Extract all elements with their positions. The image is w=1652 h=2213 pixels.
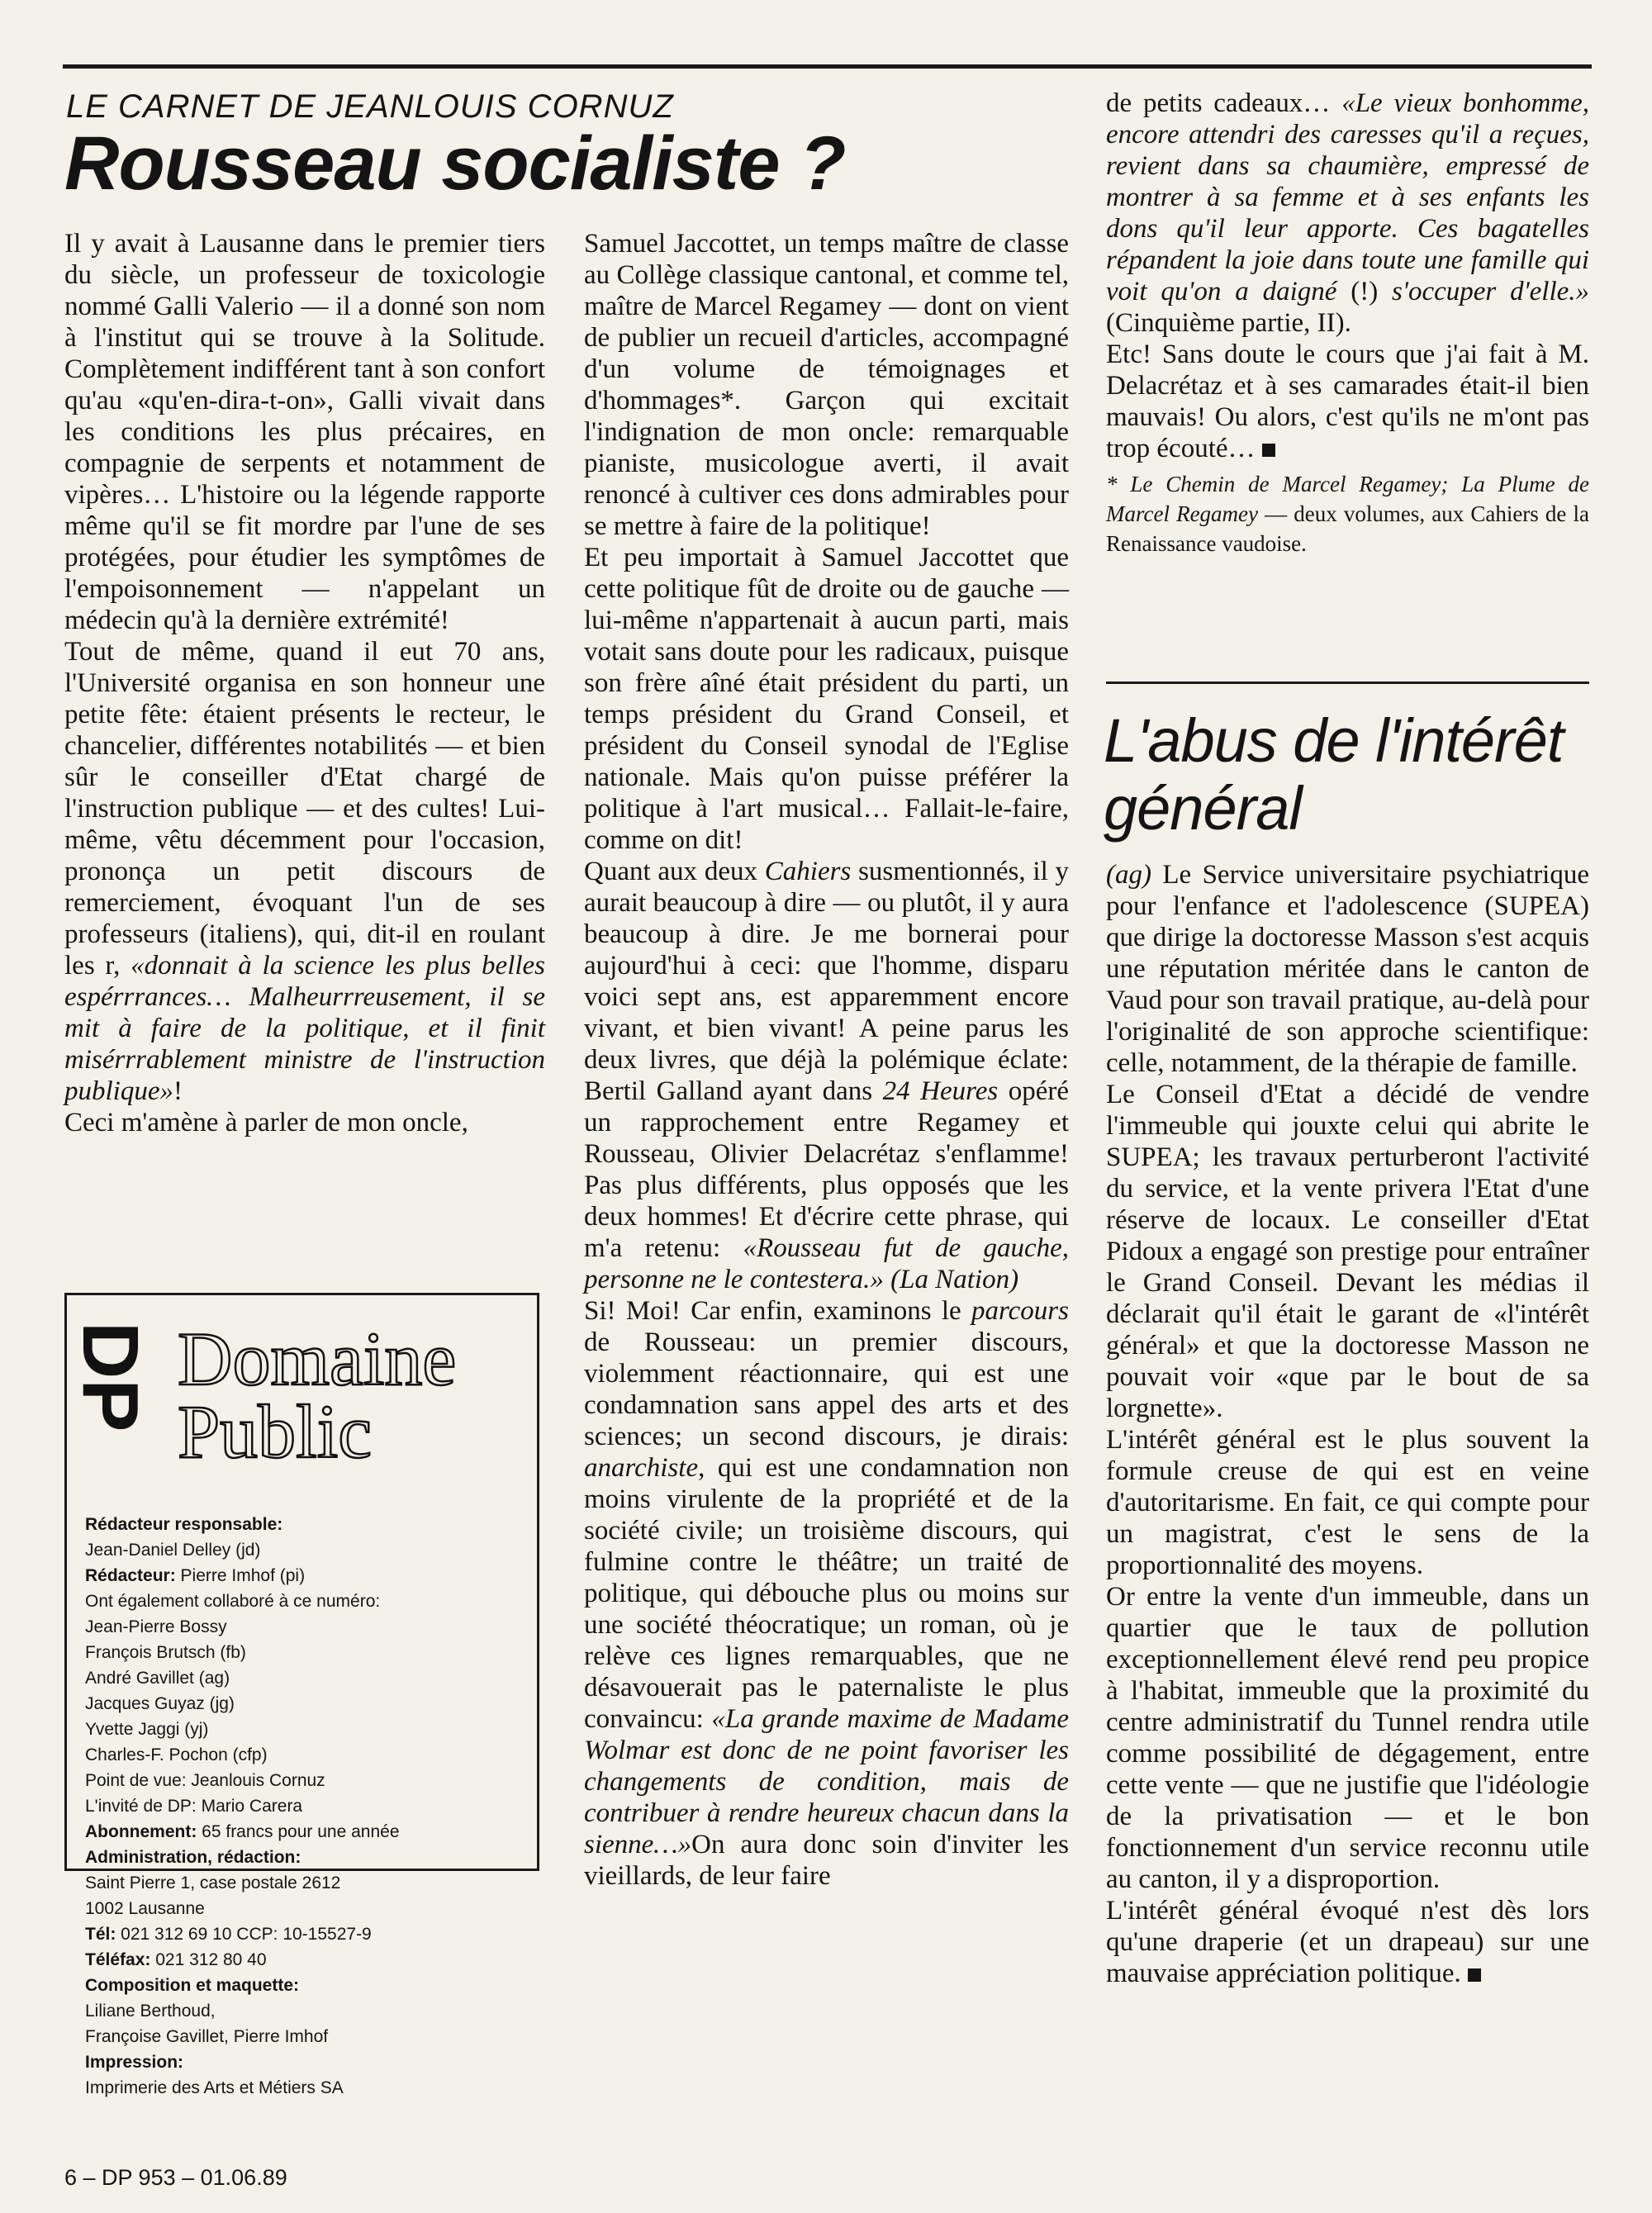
- footnote: * Le Chemin de Marcel Regamey; La Plume de Marcel Regamey — deux volumes, aux Cahiers de la Renaissance vaudoise.: [1106, 472, 1589, 556]
- paragraph: Il y avait à Lausanne dans le premier tiers du siècle, un professeur de toxicologie nommé Galli Valerio — il a donné son nom à l'institut qui se trouve à la Solitude. Complètement indifférent tant à son confort qu'au «qu'en-dira-t-on», Galli vivait dans les conditions les plus précaires, en compagnie de serpents et notamment de vipères… L'histoire ou la légende rapporte même qu'il se fit mordre par l'une de ses protégées, pour étudier les symptômes de l'empoisonnement — n'appelant un médecin qu'à la dernière extrémité!: [64, 229, 545, 635]
- page-folio: 6 – DP 953 – 01.06.89: [64, 2165, 287, 2190]
- masthead-credits: [85, 1512, 523, 2101]
- paragraph: de petits cadeaux… «Le vieux bonhomme, encore attendri des caresses qu'il a reçues, revient dans sa chaumière, empressé de montrer à sa femme et à ses enfants les dons qu'il leur apporte. Ces bagatelles répandent la joie dans toute une famille qui voit qu'on a daigné (!) s'occuper d'elle.» (Cinquième partie, II).: [1106, 88, 1590, 338]
- paragraph: (ag) Le Service universitaire psychiatrique pour l'enfance et l'adolescence (SUPEA) que dirige la doctoresse Masson s'est acquis une réputation méritée dans le canton de Vaud pour son travail pratique, au-delà pour l'originalité de son approche scientifique: celle, notamment, de la thérapie de famille.: [1106, 860, 1589, 1078]
- masthead-line: L'invité de DP: Mario Carera: [85, 1797, 303, 1816]
- masthead-line: Françoise Gavillet, Pierre Imhof: [85, 2027, 329, 2046]
- article-column-2: [584, 228, 1069, 1892]
- masthead-line: Abonnement: 65 francs pour une année: [85, 1822, 400, 1841]
- logo-word-domaine: Domaine: [178, 1317, 457, 1401]
- article-column-3: [1106, 88, 1589, 558]
- section-rule: [1106, 681, 1589, 684]
- paragraph: Etc! Sans doute le cours que j'ai fait à M. Delacrétaz et à ses camarades était-il bien mauvais! Ou alors, c'est qu'ils ne m'ont pas trop écouté…: [1106, 340, 1589, 463]
- masthead-line: Administration, rédaction:: [85, 1848, 301, 1867]
- masthead-line: 1002 Lausanne: [85, 1899, 205, 1918]
- article-title-2: L'abus de l'intérêt général: [1104, 706, 1564, 843]
- masthead-line: François Brutsch (fb): [85, 1643, 246, 1662]
- masthead-line: Charles-F. Pochon (cfp): [85, 1745, 268, 1764]
- end-mark-icon: [1468, 1968, 1481, 1982]
- paragraph: Samuel Jaccottet, un temps maître de classe au Collège classique cantonal, et comme tel, maître de Marcel Regamey — dont on vient de publier un recueil d'articles, accompagné d'un volume de témoignages et d'hommages*. Garçon qui excitait l'indignation de mon oncle: remarquable pianiste, musicologue averti, il avait renoncé à cultiver ces dons admirables pour se mettre à faire de la politique!: [584, 229, 1069, 541]
- logo-letters: DP: [66, 1322, 154, 1432]
- quote: «La grande maxime de Madame Wolmar est donc de ne point favoriser les changements de condition, mais de contribuer à rendre heureux chacun dans la sienne…»: [584, 1704, 1069, 1859]
- paragraph: L'intérêt général est le plus souvent la formule creuse de qui est en veine d'autoritarisme. En fait, ce qui compte pour un magistrat, c'est le sens de la proportionnalité des moyens.: [1106, 1425, 1589, 1580]
- paragraph: Or entre la vente d'un immeuble, dans un quartier que le taux de pollution exceptionnellement élevé rend peu propice à l'habitat, immeuble que la proximité du centre administratif du Tunnel rendra utile comme possibilité de dégagement, entre cette vente — que ne justifie que l'idéologie de la privatisation — et le bon fonctionnement d'un service reconnu utile au canton, il y a disproportion.: [1106, 1582, 1589, 1894]
- paragraph: Ceci m'amène à parler de mon oncle,: [64, 1108, 468, 1137]
- paragraph: Et peu importait à Samuel Jaccottet que cette politique fût de droite ou de gauche — lui-même n'appartenait à aucun parti, mais votait sans doute pour les radicaux, puisque son frère aîné était président du parti, un temps président du Grand Conseil, et président du Conseil synodal de l'Eglise nationale. Mais qu'on puisse préférer la politique à l'art musical… Fallait-le-faire, comme on dit!: [584, 543, 1069, 855]
- masthead-line: Tél: 021 312 69 10 CCP: 10-15527-9: [85, 1925, 372, 1944]
- masthead-line: Rédacteur responsable:: [85, 1515, 283, 1534]
- masthead-line: Imprimerie des Arts et Métiers SA: [85, 2078, 344, 2097]
- masthead-line: Saint Pierre 1, case postale 2612: [85, 1873, 341, 1892]
- quote: «Rousseau fut de gauche, personne ne le contestera.»: [584, 1233, 1069, 1294]
- masthead-line: André Gavillet (ag): [85, 1669, 230, 1688]
- masthead-line: Jacques Guyaz (jg): [85, 1694, 235, 1713]
- quote: «donnait à la science les plus belles espérrrances… Malheurrreusement, il se mit à faire de la politique, et il finit misérrrablement ministre de l'instruction publique»: [64, 951, 546, 1106]
- paragraph: L'intérêt général évoqué n'est dès lors qu'une draperie (et un drapeau) sur une mauvaise appréciation politique.: [1106, 1896, 1589, 1988]
- paragraph: Tout de même, quand il eut 70 ans, l'Université organisa en son honneur une petite fête: étaient présents le recteur, le chancelier, différentes notabilités — et bien sûr le conseiller d'Etat chargé de l'instruction publique — et des cultes! Lui-même, vêtu décemment pour l'occasion, prononça un petit discours de remerciement, évoquant l'un de ses professeurs (italiens), qui, dit-il en roulant les r, «donnait à la science les plus belles espérrrances… Malheurrreusement, il se mit à faire de la politique, et il finit misérrrablement ministre de l'instruction publique»!: [64, 637, 546, 1106]
- masthead-box: [64, 1293, 539, 2097]
- paragraph: Le Conseil d'Etat a décidé de vendre l'immeuble qui jouxte celui qui abrite le SUPEA; les travaux perturberont l'activité du service, et la vente privera l'Etat d'une réserve de locaux. Le conseiller d'Etat Pidoux a engagé son prestige pour entraîner le Grand Conseil. Devant les médias il déclarait qu'il était le garant de «l'intérêt général» et que la doctoresse Masson ne pouvait voir «que par le bout de sa lorgnette».: [1106, 1080, 1589, 1423]
- article-column-1: [64, 228, 545, 1138]
- column-kicker: LE CARNET DE JEANLOUIS CORNUZ: [66, 88, 674, 125]
- masthead-line: Ont également collaboré à ce numéro:: [85, 1592, 381, 1611]
- paragraph: Quant aux deux Cahiers susmentionnés, il y aurait beaucoup à dire — ou plutôt, il y aura beaucoup à dire. Je me bornerai pour aujourd'hui à ceci: que l'homme, disparu voici sept ans, est apparemment encore vivant, et bien vivant! A peine parus les deux livres, que déjà la polémique éclate: Bertil Galland ayant dans 24 Heures opéré un rapprochement entre Regamey et Rousseau, Olivier Delacrétaz s'enflamme! Pas plus différents, plus opposés que les deux hommes! Et d'écrire cette phrase, qui m'a retenu: «Rousseau fut de gauche, personne ne le contestera.» (La Nation): [584, 857, 1070, 1294]
- logo-word-public: Public: [178, 1389, 373, 1474]
- paragraph: Si! Moi! Car enfin, examinons le parcours de Rousseau: un premier discours, violemment réactionnaire, qui est une condamnation sans appel des arts et des sciences; un second discours, je dirais: anarchiste, qui est une condamnation non moins virulente de la propriété et de la société civile; un troisième discours, qui fulmine contre le théâtre; un traité de politique, qui débouche plus ou moins sur une société théocratique; un roman, où je relève ces lignes remarquables, que ne désavouerait pas le paternaliste le plus convaincu: «La grande maxime de Madame Wolmar est donc de ne point favoriser les changements de condition, mais de contribuer à rendre heureux chacun dans la sienne…»On aura donc soin d'inviter les vieillards, de leur faire: [584, 1296, 1069, 1891]
- masthead-line: Point de vue: Jeanlouis Cornuz: [85, 1771, 325, 1790]
- article-title: Rousseau socialiste ?: [64, 121, 846, 206]
- masthead-line: Composition et maquette:: [85, 1976, 300, 1995]
- masthead-line: Rédacteur: Pierre Imhof (pi): [85, 1566, 306, 1585]
- end-mark-icon: [1262, 444, 1275, 457]
- masthead-line: Liliane Berthoud,: [85, 2002, 216, 2021]
- quote: «Le vieux bonhomme, encore attendri des caresses qu'il a reçues, revient dans sa chaumière, empressé de montrer à sa femme et à ses enfants les dons qu'il leur apporte. Ces bagatelles répandent la joie dans toute une famille qui voit qu'on a daigné: [1106, 88, 1590, 306]
- masthead-line: Téléfax: 021 312 80 40: [85, 1950, 267, 1969]
- masthead-line: Yvette Jaggi (yj): [85, 1720, 209, 1739]
- masthead-line: Impression:: [85, 2053, 184, 2072]
- domaine-public-logo: [66, 1317, 523, 1474]
- masthead-line: Jean-Pierre Bossy: [85, 1617, 227, 1636]
- top-rule: [63, 64, 1592, 69]
- masthead-line: Jean-Daniel Delley (jd): [85, 1541, 261, 1560]
- article-2-body: [1106, 859, 1589, 1989]
